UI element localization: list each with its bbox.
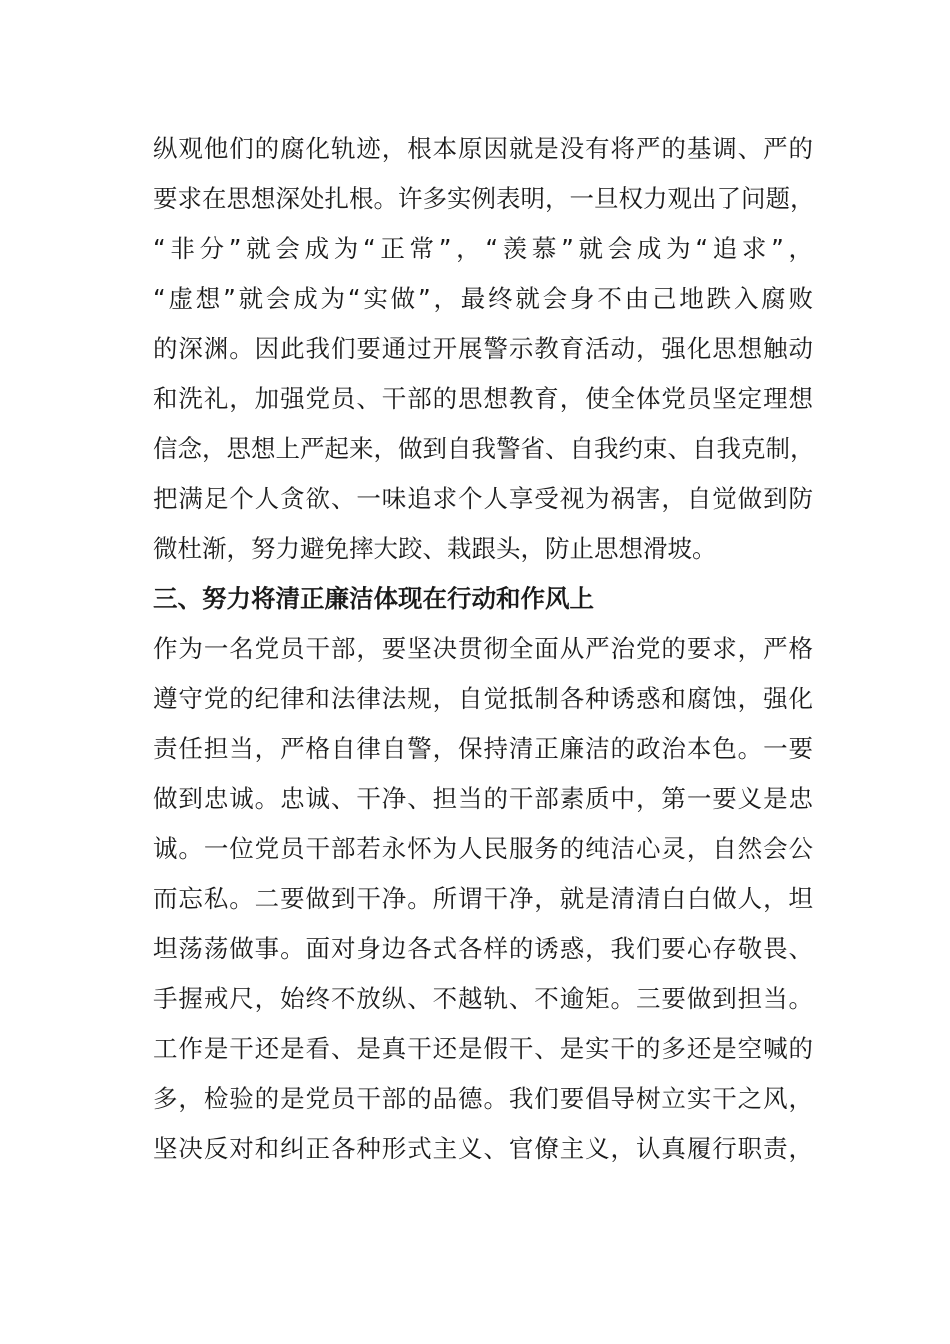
text-line: 诚。一位党员干部若永怀为人民服务的纯洁心灵，自然会公 [153, 834, 813, 863]
text-line: 和洗礼，加强党员、干部的思想教育，使全体党员坚定理想 [153, 384, 813, 413]
paragraph-1 [153, 124, 813, 574]
text-line: 的深渊。因此我们要通过开展警示教育活动，强化思想触动 [153, 334, 813, 363]
text-line: 微杜渐，努力避免摔大跤、栽跟头，防止思想滑坡。 [153, 534, 717, 563]
text-line: 手握戒尺，始终不放纵、不越轨、不逾矩。三要做到担当。 [153, 984, 813, 1013]
text-line: 多，检验的是党员干部的品德。我们要倡导树立实干之风， [153, 1084, 813, 1113]
text-line: “虚想”就会成为“实做”，最终就会身不由己地跌入腐败 [153, 284, 813, 313]
text-line: 工作是干还是看、是真干还是假干、是实干的多还是空喊的 [153, 1034, 813, 1063]
document-body [153, 124, 813, 1174]
text-line: 坦荡荡做事。面对身边各式各样的诱惑，我们要心存敬畏、 [153, 934, 813, 963]
text-line: 要求在思想深处扎根。许多实例表明，一旦权力观出了问题， [153, 184, 815, 213]
text-line: “非分”就会成为“正常”，“羡慕”就会成为“追求”， [153, 234, 813, 263]
text-line: 坚决反对和纠正各种形式主义、官僚主义，认真履行职责， [153, 1134, 813, 1163]
text-line: 信念，思想上严起来，做到自我警省、自我约束、自我克制， [153, 434, 815, 463]
text-line: 作为一名党员干部，要坚决贯彻全面从严治党的要求，严格 [153, 634, 813, 663]
text-line: 纵观他们的腐化轨迹，根本原因就是没有将严的基调、严的 [153, 134, 813, 163]
text-line: 责任担当，严格自律自警，保持清正廉洁的政治本色。一要 [153, 734, 813, 763]
text-line: 做到忠诚。忠诚、干净、担当的干部素质中，第一要义是忠 [153, 784, 813, 813]
text-line: 而忘私。二要做到干净。所谓干净，就是清清白白做人，坦 [153, 884, 813, 913]
paragraph-2 [153, 624, 813, 1174]
text-line: 遵守党的纪律和法律法规，自觉抵制各种诱惑和腐蚀，强化 [153, 684, 813, 713]
text-line: 把满足个人贪欲、一味追求个人享受视为祸害，自觉做到防 [153, 484, 813, 513]
section-heading: 三、努力将清正廉洁体现在行动和作风上 [153, 584, 594, 613]
